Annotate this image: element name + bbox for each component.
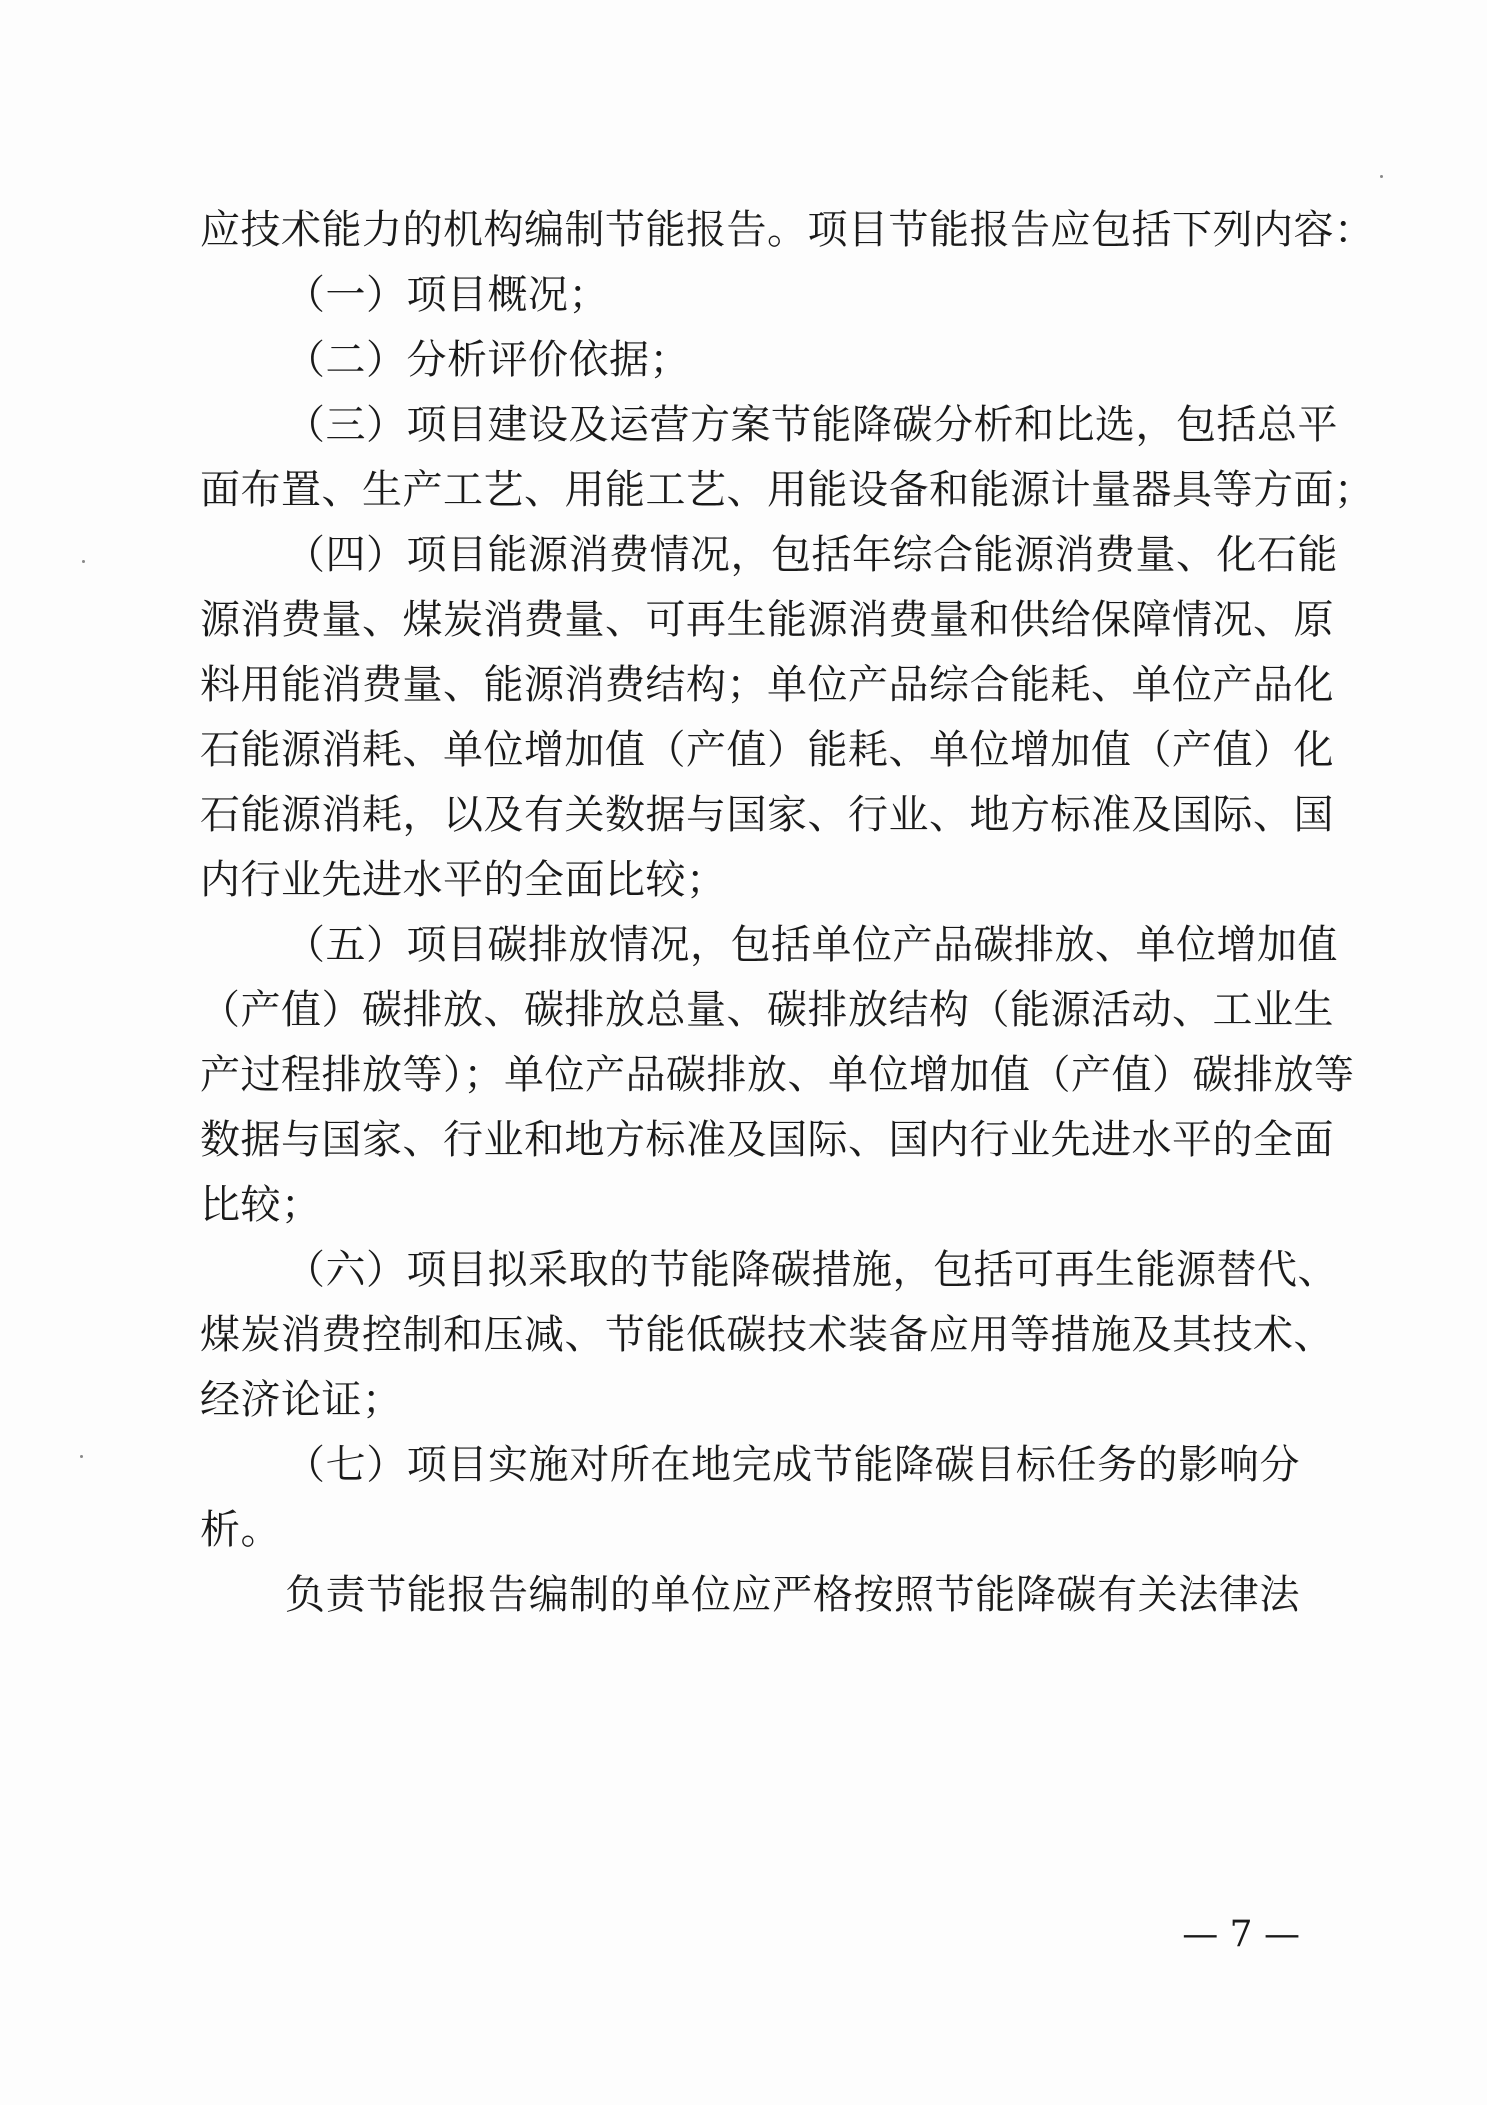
list-item-4-line-2: 源消费量、煤炭消费量、可再生能源消费量和供给保障情况、原 bbox=[200, 597, 1334, 643]
list-item-1: （一）项目概况； bbox=[285, 272, 609, 318]
list-item-6-line-3: 经济论证； bbox=[200, 1377, 403, 1423]
list-item-5-line-1: （五）项目碳排放情况，包括单位产品碳排放、单位增加值 bbox=[285, 922, 1338, 968]
list-item-6-line-2: 煤炭消费控制和压减、节能低碳技术装备应用等措施及其技术、 bbox=[200, 1312, 1334, 1358]
list-item-3-line-2: 面布置、生产工艺、用能工艺、用能设备和能源计量器具等方面； bbox=[200, 467, 1375, 513]
body-line-final: 负责节能报告编制的单位应严格按照节能降碳有关法律法 bbox=[285, 1572, 1300, 1618]
scan-speck bbox=[80, 1455, 83, 1458]
list-item-7-line-1: （七）项目实施对所在地完成节能降碳目标任务的影响分 bbox=[285, 1442, 1300, 1488]
list-item-4-line-6: 内行业先进水平的全面比较； bbox=[200, 857, 727, 903]
list-item-4-line-1: （四）项目能源消费情况，包括年综合能源消费量、化石能 bbox=[285, 532, 1338, 578]
list-item-5-line-4: 数据与国家、行业和地方标准及国际、国内行业先进水平的全面 bbox=[200, 1117, 1334, 1163]
scan-speck bbox=[82, 560, 85, 563]
list-item-4-line-4: 石能源消耗、单位增加值（产值）能耗、单位增加值（产值）化 bbox=[200, 727, 1334, 773]
list-item-5-line-2: （产值）碳排放、碳排放总量、碳排放结构（能源活动、工业生 bbox=[200, 987, 1334, 1033]
list-item-5-line-5: 比较； bbox=[200, 1182, 322, 1228]
list-item-6-line-1: （六）项目拟采取的节能降碳措施，包括可再生能源替代、 bbox=[285, 1247, 1338, 1293]
scan-speck bbox=[1380, 175, 1383, 178]
list-item-4-line-3: 料用能消费量、能源消费结构；单位产品综合能耗、单位产品化 bbox=[200, 662, 1334, 708]
list-item-7-line-2: 析。 bbox=[200, 1507, 281, 1553]
list-item-2: （二）分析评价依据； bbox=[285, 337, 690, 383]
list-item-5-line-3: 产过程排放等）；单位产品碳排放、单位增加值（产值）碳排放等 bbox=[200, 1052, 1355, 1098]
list-item-3-line-1: （三）项目建设及运营方案节能降碳分析和比选，包括总平 bbox=[285, 402, 1338, 448]
body-line-1: 应技术能力的机构编制节能报告。项目节能报告应包括下列内容： bbox=[200, 207, 1375, 253]
page-number: — 7 — bbox=[1182, 1914, 1300, 1955]
list-item-4-line-5: 石能源消耗，以及有关数据与国家、行业、地方标准及国际、国 bbox=[200, 792, 1334, 838]
